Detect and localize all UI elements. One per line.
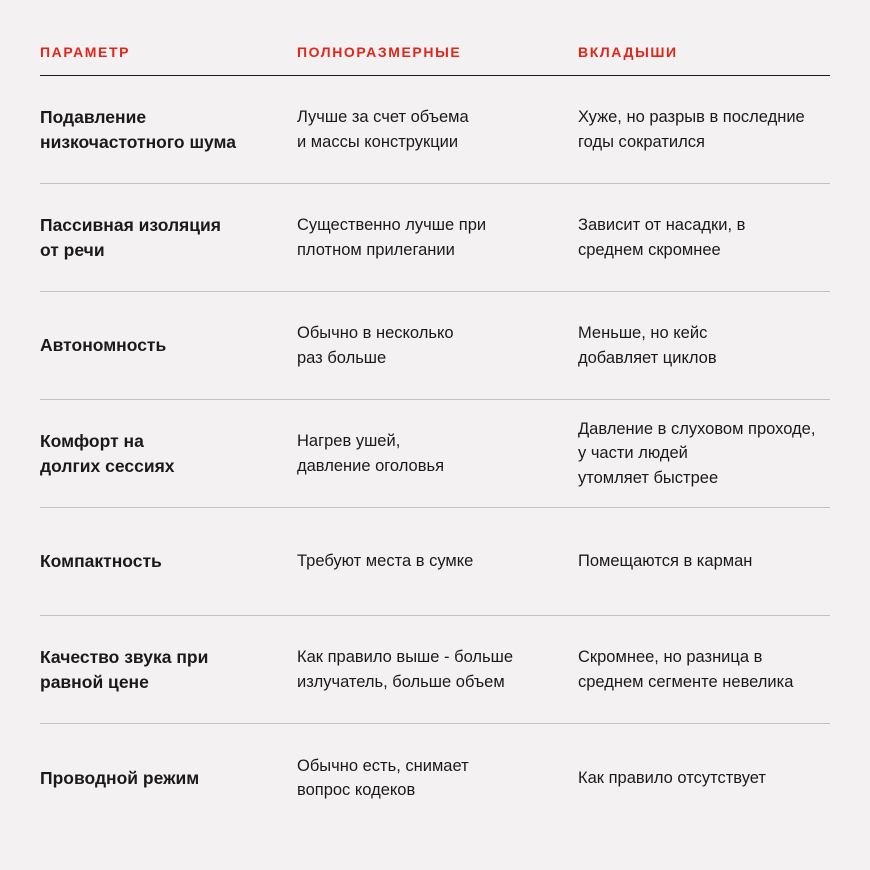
table-row	[40, 400, 830, 508]
cell-line: у части людей	[578, 444, 688, 463]
cell-line: Как правило выше - больше	[297, 648, 514, 666]
cell-line: Проводной режим	[40, 767, 200, 788]
full-size-cell	[297, 105, 578, 154]
full-size-cell	[297, 429, 578, 478]
cell-line: Лучше за счет объема	[297, 108, 469, 126]
cell-line: излучатель, больше объем	[297, 672, 505, 691]
cell-line: от речи	[40, 239, 105, 260]
cell-line: Обычно в несколько	[297, 324, 454, 342]
cell-line: Комфорт на	[40, 431, 144, 451]
table-header	[40, 0, 830, 76]
full-size-cell	[297, 321, 578, 370]
cell-line: раз больше	[297, 348, 387, 367]
in-ear-cell	[578, 766, 830, 791]
cell-line: долгих сессиях	[40, 455, 175, 476]
cell-line: Компактность	[40, 551, 162, 572]
cell-line: Качество звука при	[40, 647, 209, 667]
in-ear-cell	[578, 105, 830, 154]
cell-line: Помещаются в карман	[578, 552, 753, 571]
cell-line: среднем скромнее	[578, 240, 721, 259]
full-size-cell	[297, 213, 578, 262]
cell-line: Скромнее, но разница в	[578, 648, 763, 666]
cell-line: годы сократился	[578, 132, 705, 151]
full-size-cell	[297, 549, 578, 574]
cell-line: Как правило отсутствует	[578, 768, 766, 787]
cell-line: Автономность	[40, 335, 167, 356]
cell-line: Обычно есть, снимает	[297, 756, 469, 775]
cell-line: Подавление	[40, 107, 147, 127]
cell-line: Меньше, но кейс	[578, 324, 708, 342]
in-ear-cell	[578, 417, 830, 491]
cell-line: среднем сегменте невелика	[578, 672, 794, 691]
full-size-cell	[297, 645, 578, 694]
table-row	[40, 184, 830, 292]
full-size-cell	[297, 754, 578, 803]
cell-line: утомляет быстрее	[578, 468, 719, 487]
in-ear-cell	[578, 321, 830, 370]
cell-line: и массы конструкции	[297, 132, 459, 151]
cell-line: добавляет циклов	[578, 348, 717, 367]
parameter-cell	[40, 429, 297, 478]
parameter-cell	[40, 213, 297, 262]
table-row	[40, 76, 830, 184]
cell-line: Давление в слуховом проходе,	[578, 419, 816, 438]
table-row	[40, 508, 830, 616]
cell-line: плотном прилегании	[297, 240, 455, 259]
cell-line: Хуже, но разрыв в последние	[578, 108, 805, 126]
cell-line: вопрос кодеков	[297, 781, 416, 799]
cell-line: давление оголовья	[297, 456, 445, 475]
header-parameter: ПАРАМЕТР	[40, 44, 131, 60]
parameter-cell	[40, 645, 297, 694]
header-in-ear: ВКЛАДЫШИ	[578, 44, 678, 60]
table-row	[40, 292, 830, 400]
comparison-table	[40, 0, 830, 832]
cell-line: низкочастотного шума	[40, 131, 237, 152]
cell-line: Пассивная изоляция	[40, 215, 221, 235]
cell-line: Зависит от насадки, в	[578, 216, 746, 234]
table-body	[40, 76, 830, 832]
table-row	[40, 616, 830, 724]
table-row	[40, 724, 830, 832]
parameter-cell	[40, 333, 297, 358]
parameter-cell	[40, 105, 297, 154]
cell-line: Существенно лучше при	[297, 216, 487, 234]
in-ear-cell	[578, 213, 830, 262]
cell-line: Нагрев ушей,	[297, 432, 401, 450]
header-full-size: ПОЛНОРАЗМЕРНЫЕ	[297, 44, 462, 60]
cell-line: Требуют места в сумке	[297, 552, 474, 571]
in-ear-cell	[578, 645, 830, 694]
parameter-cell	[40, 549, 297, 574]
parameter-cell	[40, 766, 297, 791]
in-ear-cell	[578, 549, 830, 574]
cell-line: равной цене	[40, 671, 149, 692]
